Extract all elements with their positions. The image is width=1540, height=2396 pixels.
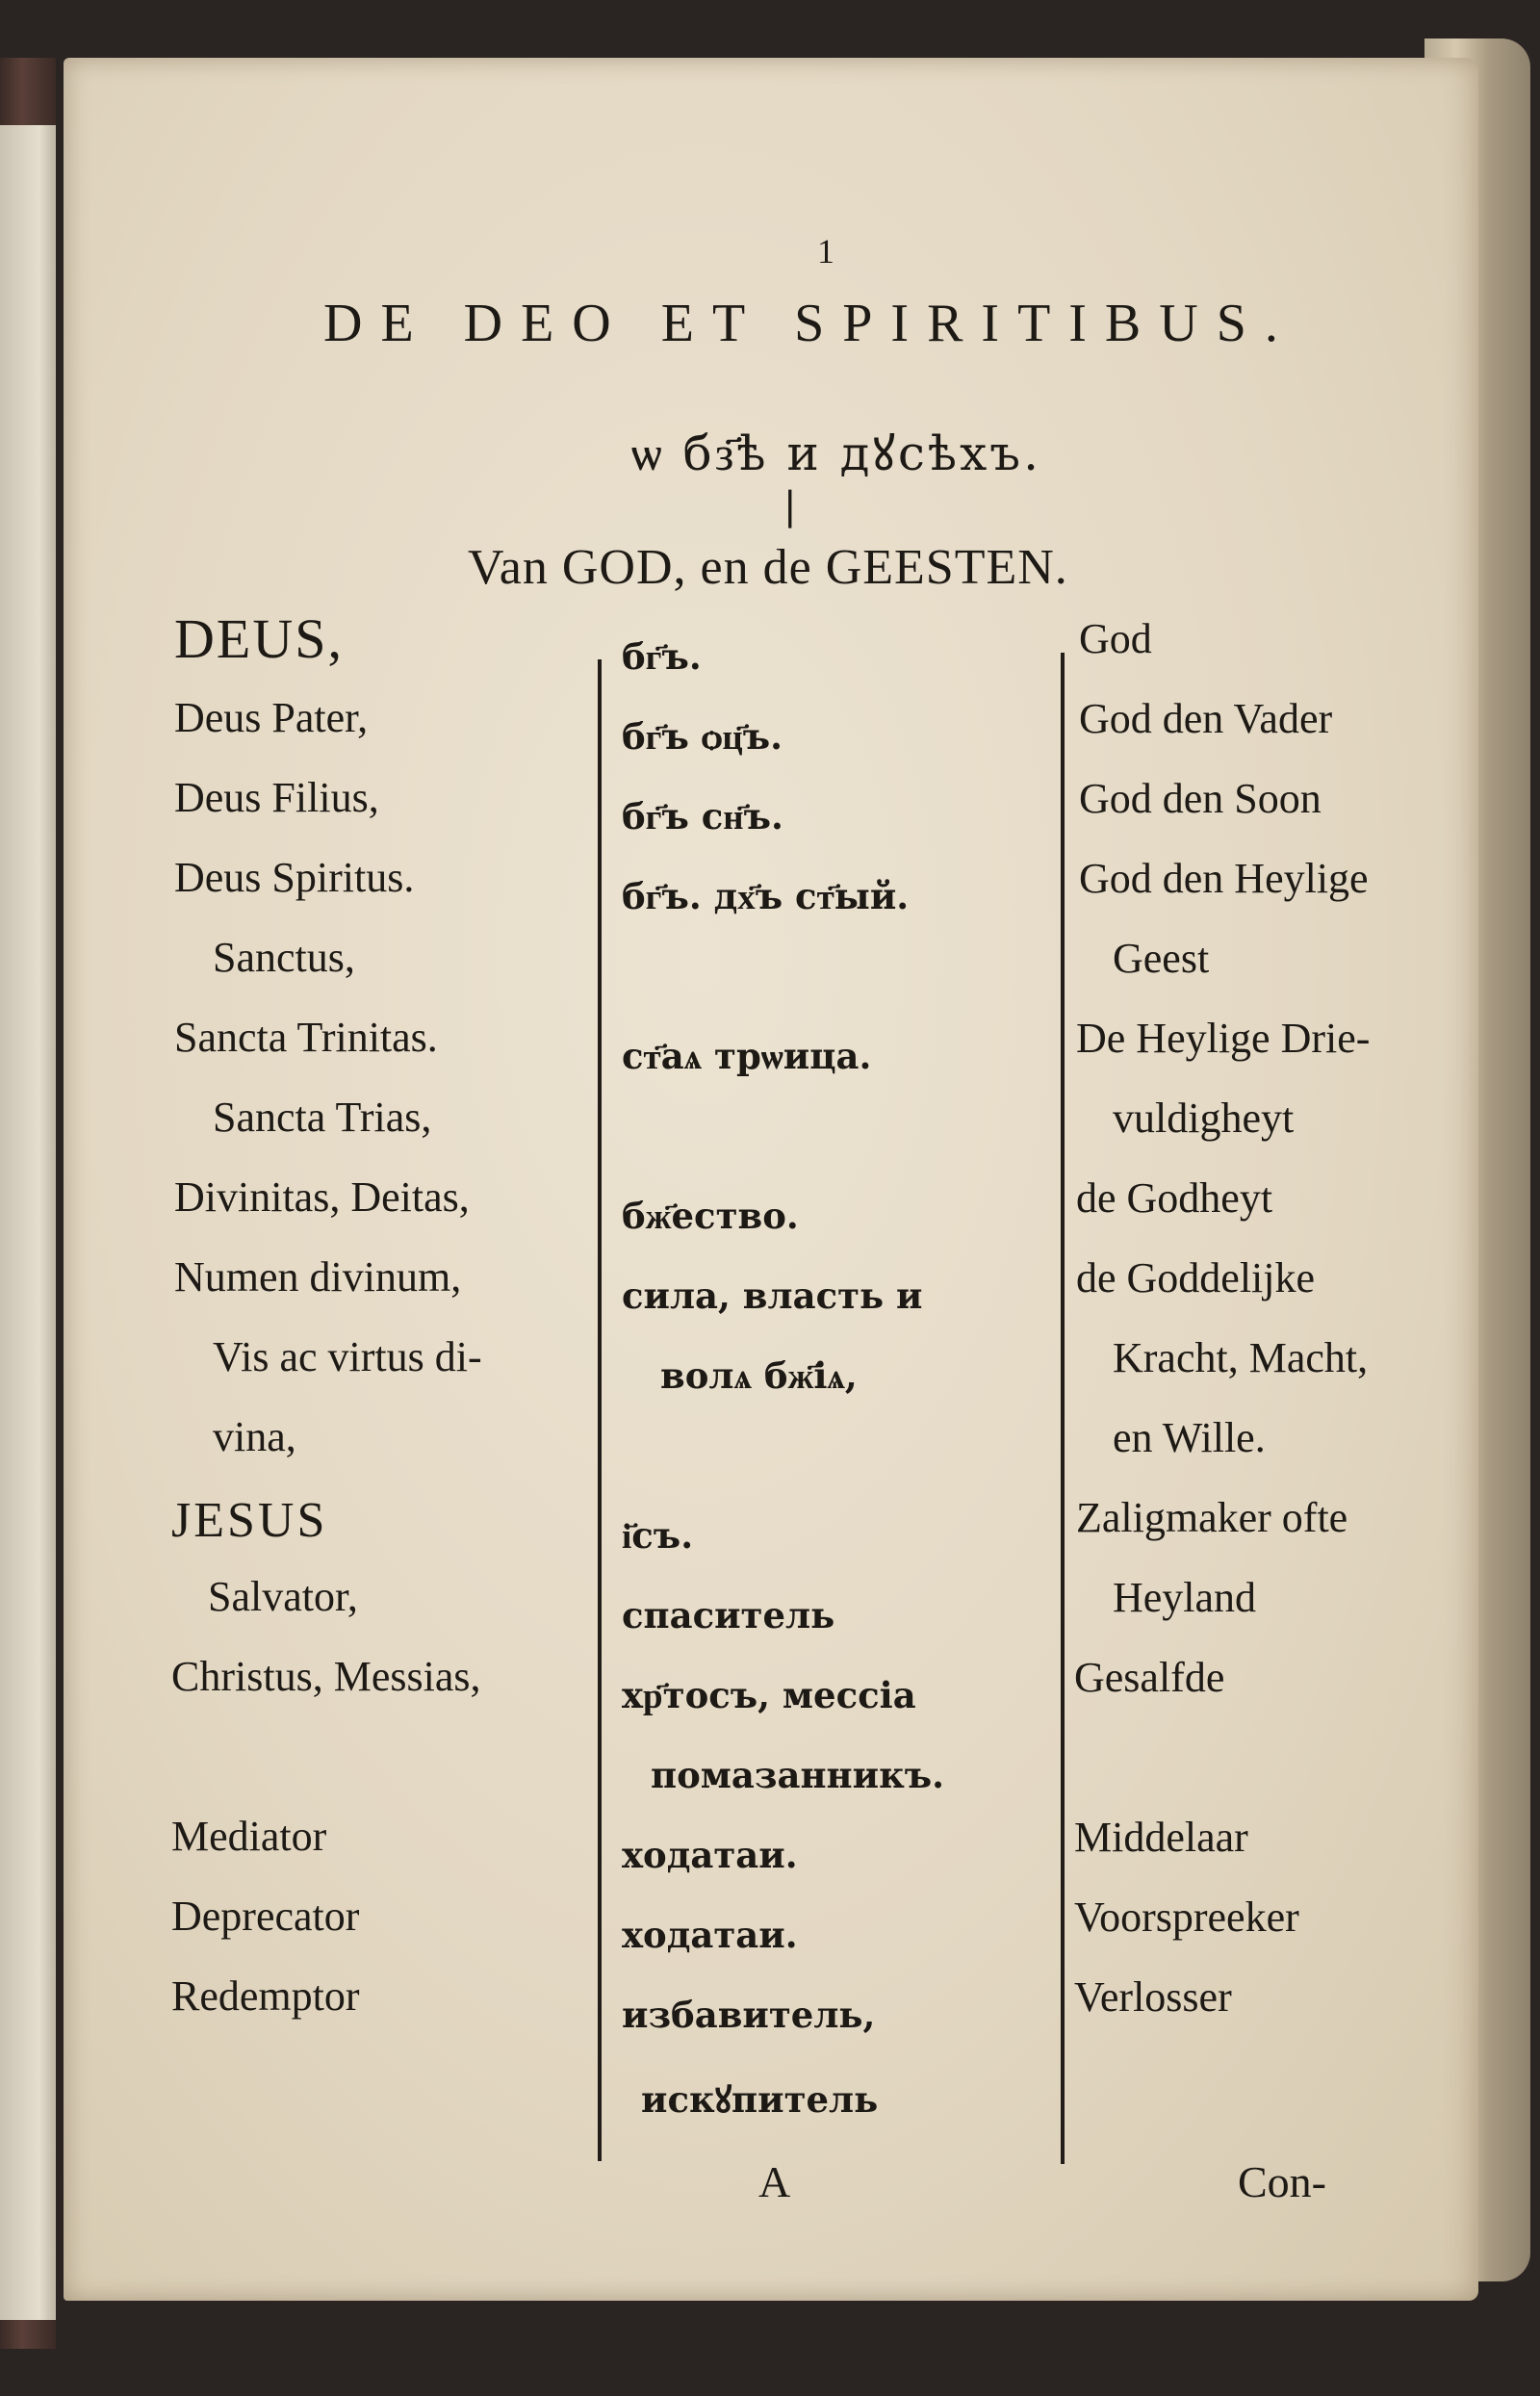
- cyrillic-entry: бж҃ество.: [622, 1195, 799, 1237]
- dutch-entry: De Heylige Drie-: [1076, 1015, 1371, 1062]
- latin-entry: Numen divinum,: [174, 1253, 462, 1301]
- dutch-entry: God den Soon: [1079, 775, 1322, 822]
- dutch-entry: God den Vader: [1079, 695, 1333, 742]
- latin-entry: Deus Pater,: [174, 694, 369, 741]
- latin-entry: Redemptor: [171, 1972, 360, 2020]
- book-page: [64, 58, 1478, 2301]
- dutch-chapter-title: Van GOD, en de GEESTEN.: [468, 540, 1068, 595]
- cyrillic-entry: сила, власть и: [622, 1275, 923, 1317]
- ornament-mark: ❘: [774, 484, 807, 528]
- latin-chapter-title: DE DEO ET SPIRITIBUS.: [323, 294, 1296, 353]
- cyrillic-chapter-title: ѡ бз҃ѣ и дꙋсѣхъ.: [631, 425, 1041, 481]
- catchword: Con-: [1238, 2157, 1326, 2206]
- cyrillic-entry: волѧ бж҃іѧ,: [660, 1354, 858, 1397]
- dutch-entry: Verlosser: [1074, 1973, 1232, 2021]
- cyrillic-entry: бг҃ъ. дх҃ъ ст҃ый.: [622, 875, 910, 917]
- column-rule-right: [1061, 653, 1065, 2164]
- dutch-entry: Gesalfde: [1074, 1654, 1225, 1701]
- cyrillic-entry: хр҃тосъ, мессіа: [622, 1674, 916, 1716]
- dutch-entry: God den Heylige: [1079, 855, 1369, 902]
- cyrillic-entry: избавитель,: [622, 1994, 876, 2036]
- latin-entry: Divinitas, Deitas,: [174, 1173, 470, 1221]
- dutch-entry: Heyland: [1113, 1574, 1257, 1621]
- cyrillic-entry: бг҃ъ сн҃ъ.: [622, 795, 783, 837]
- latin-entry: JESUS: [171, 1493, 328, 1548]
- cyrillic-entry: спаситель: [622, 1594, 835, 1636]
- latin-entry: Deus Filius,: [174, 774, 379, 821]
- dutch-entry: Kracht, Macht,: [1113, 1334, 1369, 1381]
- dutch-entry: Zaligmaker ofte: [1076, 1494, 1348, 1541]
- latin-entry: Vis ac virtus di-: [213, 1333, 482, 1380]
- dutch-entry: Voorspreeker: [1074, 1894, 1299, 1941]
- cyrillic-entry: искꙋпитель: [641, 2078, 879, 2121]
- dutch-entry: en Wille.: [1113, 1414, 1266, 1461]
- dutch-entry: vuldigheyt: [1113, 1095, 1295, 1142]
- dutch-entry: de Goddelijke: [1076, 1254, 1316, 1301]
- cyrillic-entry: бг҃ъ ѻц҃ъ.: [622, 715, 783, 758]
- dutch-entry: de Godheyt: [1076, 1174, 1273, 1222]
- latin-entry: Sancta Trinitas.: [174, 1014, 438, 1061]
- latin-entry: Sanctus,: [213, 934, 355, 981]
- latin-entry: Christus, Messias,: [171, 1653, 481, 1700]
- dutch-entry: Geest: [1113, 935, 1210, 982]
- signature-mark: A: [758, 2157, 791, 2206]
- cyrillic-entry: помазанникъ.: [651, 1754, 945, 1796]
- column-rule-left: [598, 659, 602, 2161]
- latin-entry: DEUS,: [174, 607, 344, 670]
- latin-entry: Salvator,: [208, 1573, 358, 1620]
- latin-entry: Mediator: [171, 1813, 327, 1860]
- latin-entry: vina,: [213, 1413, 296, 1460]
- dutch-entry: Middelaar: [1074, 1814, 1248, 1861]
- cyrillic-entry: і҃съ.: [622, 1514, 694, 1557]
- facing-page-edge: [0, 125, 56, 2320]
- latin-entry: Deprecator: [171, 1893, 360, 1940]
- dutch-entry: God: [1079, 615, 1152, 662]
- cyrillic-entry: бг҃ъ.: [622, 635, 702, 678]
- cyrillic-entry: ст҃аѧ трѡица.: [622, 1035, 872, 1077]
- latin-entry: Sancta Trias,: [213, 1094, 432, 1141]
- cyrillic-entry: ходатаи.: [622, 1834, 798, 1876]
- latin-entry: Deus Spiritus.: [174, 854, 415, 901]
- cyrillic-entry: ходатаи.: [622, 1914, 798, 1956]
- folio-number: 1: [817, 232, 834, 271]
